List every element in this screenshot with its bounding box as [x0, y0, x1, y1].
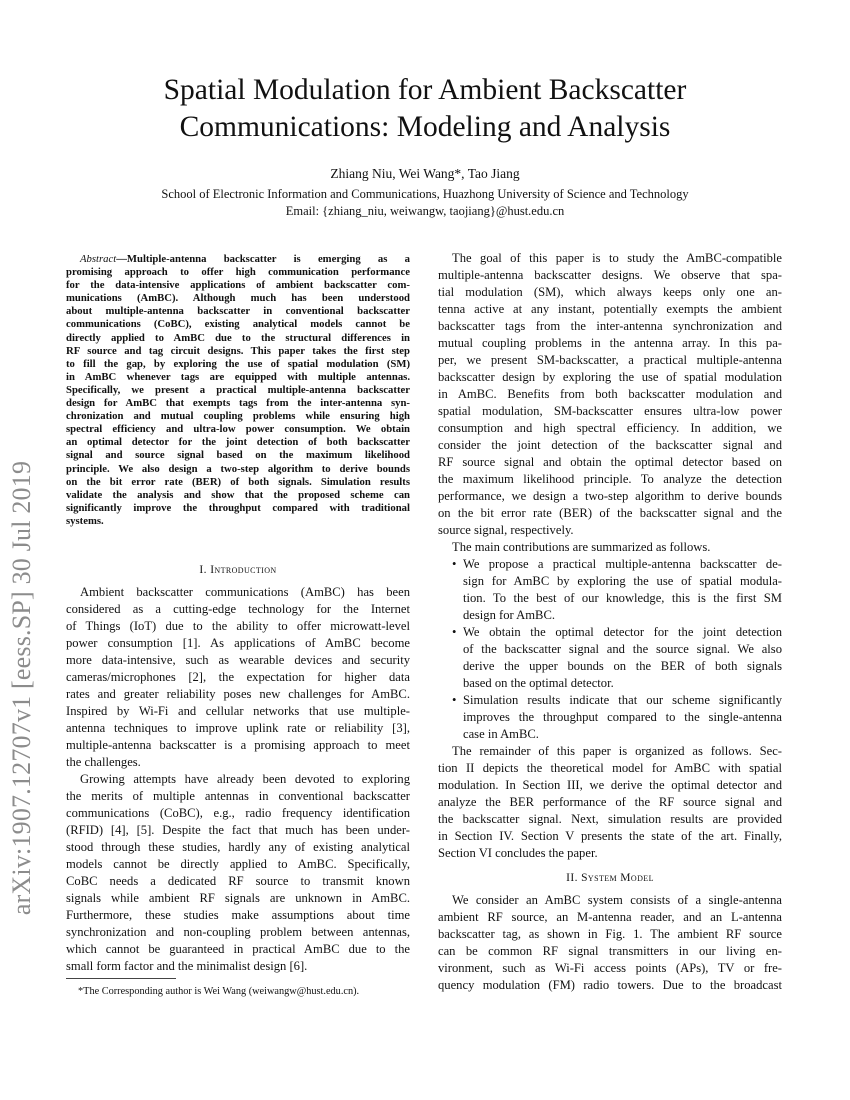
abstract-line: systems.	[66, 514, 104, 527]
intro-p2-line: signals while ambient RF signals are unknown in AmBC.	[66, 891, 410, 905]
remainder-line: modulation. In Section III, we derive the optimal detector and	[438, 778, 782, 792]
footnote-rule	[66, 978, 176, 979]
remainder-line: analyze the BER performance of the RF source signal and	[438, 795, 782, 809]
intro-p1-line: cameras/microphones [2], the expectation for higher data	[66, 670, 410, 684]
contribution-line: of the backscatter signal and the source signal. We also	[463, 642, 782, 656]
goal-line: source signal, respectively.	[438, 523, 574, 537]
contribution-line: design for AmBC.	[463, 608, 556, 622]
contribution-item	[438, 624, 782, 692]
goal-line: per, we present SM-backscatter, a practical multiple-antenna	[438, 353, 782, 367]
contributions-intro: The main contributions are summarized as follows.	[452, 540, 711, 554]
contribution-line: case in AmBC.	[463, 727, 539, 741]
intro-p2-line: stood through these studies, hardly any of existing analytical	[66, 840, 410, 854]
contribution-line: improves the throughput compared to the single-antenna	[463, 710, 782, 724]
abstract	[66, 253, 410, 528]
intro-p1-line: Inspired by Wi-Fi and cellular networks that use multiple-	[66, 704, 410, 718]
abstract-line: RF source and tag circuit designs. This paper takes the first step	[66, 344, 410, 357]
abstract-line: significantly improve the throughput compared with traditional	[66, 501, 410, 514]
intro-p1-line: rates and greater reliability poses new challenges for AmBC.	[66, 687, 410, 701]
intro-p1-line: the challenges.	[66, 755, 141, 769]
goal-line: performance, we design a two-step algorithm to derive bounds	[438, 489, 782, 503]
system-model-line: quency modulation (FM) radio towers. Due to the broadcast	[438, 978, 782, 992]
right-column	[438, 250, 782, 994]
abstract-line: about multiple-antenna backscatter in conventional backscatter	[66, 305, 410, 318]
goal-line: consider the joint detection of the backscatter signal and	[438, 438, 782, 452]
goal-line: spatial modulation, SM-backscatter ensures ultra-low power	[438, 404, 782, 418]
goal-line: consumption and high spectral efficiency. In addition, we	[438, 421, 782, 435]
abstract-line: munications (AmBC). Although much has been understood	[66, 292, 410, 305]
goal-paragraph	[438, 250, 782, 539]
authors: Zhiang Niu, Wei Wang*, Tao Jiang	[330, 166, 520, 181]
intro-p2-line: Furthermore, these studies make assumptions about time	[66, 908, 410, 922]
intro-p2-line: the merits of multiple antennas in conventional backscatter	[66, 789, 410, 803]
abstract-line: an optimal detector for the joint detection of both backscatter	[66, 436, 410, 449]
abstract-line: in AmBC whenever tags are equipped with multiple antennas.	[66, 370, 410, 383]
section-introduction	[66, 562, 410, 975]
system-model-line: backscatter tag, as shown in Fig. 1. The ambient RF source	[438, 927, 782, 941]
remainder-line: tion II depicts the theoretical model for AmBC with spatial	[438, 761, 782, 775]
bullet-icon: •	[452, 557, 457, 571]
title-line-1: Spatial Modulation for Ambient Backscatter	[163, 74, 687, 106]
intro-p2-line: (RFID) [4], [5]. Despite the fact that much has been under-	[66, 823, 410, 837]
goal-line: in AmBC. Benefits from both backscatter modulation and	[438, 387, 782, 401]
goal-line: RF source signal and obtain the optimal detector based on	[438, 455, 782, 469]
title-line-2: Communications: Modeling and Analysis	[179, 111, 671, 143]
intro-p1-line: antenna techniques to improve uplink rate or reliability [3],	[66, 721, 410, 735]
arxiv-identifier: arXiv:1907.12707v1 [eess.SP] 30 Jul 2019	[7, 460, 36, 916]
abstract-line: principle. We also design a two-step algorithm to derive bounds	[66, 462, 410, 475]
abstract-line: for the data-intensive applications of ambient backscatter com-	[66, 279, 410, 292]
intro-p2-line: CoBC needs a dedicated RF source to transmit known	[66, 874, 410, 888]
intro-p1-line: more data-intensive, such as wearable devices and security	[66, 653, 410, 667]
abstract-line: on the bit error rate (BER) of both signals. Simulation results	[66, 475, 410, 488]
system-model-line: ambient RF source, an M-antenna reader, and an L-antenna	[438, 910, 782, 924]
intro-p2-line: Growing attempts have already been devoted to exploring	[80, 772, 410, 786]
remainder-line: Section VI concludes the paper.	[438, 846, 598, 860]
system-model-line: can be common RF signal transmitters in our living en-	[438, 944, 782, 958]
system-model-paragraph	[438, 892, 782, 994]
bullet-icon: •	[452, 693, 457, 707]
goal-line: The goal of this paper is to study the AmBC-compatible	[452, 251, 782, 265]
contribution-line: based on the optimal detector.	[463, 676, 614, 690]
abstract-line: design for AmBC that exempts tags from the inter-antenna syn-	[66, 397, 410, 410]
abstract-line: directly applied to AmBC due to the structural differences in	[66, 331, 410, 344]
abstract-line: spectral efficiency and ultra-low power consumption. We obtain	[66, 423, 410, 436]
intro-p2-line: models cannot be directly applied to AmBC. Specifically,	[66, 857, 410, 871]
contributions-list	[438, 556, 782, 743]
affiliation: School of Electronic Information and Communications, Huazhong University of Science and Technology	[161, 187, 689, 201]
intro-p1-line: of Things (IoT) due to the ability to offer microwatt-level	[66, 619, 410, 633]
contribution-line: derive the upper bounds on the BER of both signals	[463, 659, 782, 673]
contribution-line: Simulation results indicate that our scheme significantly	[463, 693, 782, 707]
system-model-line: vironment, such as Wi-Fi access points (APs), TV or fre-	[438, 961, 782, 975]
bullet-icon: •	[452, 625, 457, 639]
email: Email: {zhiang_niu, weiwangw, taojiang}@hust.edu.cn	[285, 204, 565, 218]
remainder-line: The remainder of this paper is organized as follows. Sec-	[452, 744, 782, 758]
abstract-line: to fill the gap, by exploring the use of spatial modulation (SM)	[66, 357, 410, 370]
footnote: *The Corresponding author is Wei Wang (weiwangw@hust.edu.cn).	[78, 986, 360, 997]
intro-p1-line: multiple-antenna backscatter is a promising approach to meet	[66, 738, 410, 752]
contribution-line: sign for AmBC by exploring the use of spatial modula-	[463, 574, 782, 588]
intro-paragraph-2	[66, 771, 410, 975]
paper-title	[90, 72, 760, 146]
intro-p2-line: synchronization and non-coupling problem between antennas,	[66, 925, 410, 939]
contribution-line: We obtain the optimal detector for the joint detection	[463, 625, 782, 639]
intro-p2-line: small form factor and the minimalist design [6].	[66, 959, 308, 973]
abstract-line: promising approach to offer high communication performance	[66, 266, 410, 279]
section-heading-system-model: II. System Model	[566, 872, 654, 884]
abstract-line: communications (CoBC), existing analytical models cannot be	[66, 318, 410, 331]
intro-p1-line: Ambient backscatter communications (AmBC) has been	[80, 585, 410, 599]
goal-line: multiple-antenna backscatter designs. We observe that spa-	[438, 268, 782, 282]
contribution-item	[438, 692, 782, 743]
goal-line: backscatter tags from the inter-antenna synchronization and	[438, 319, 782, 333]
remainder-paragraph	[438, 743, 782, 862]
intro-p2-line: communications (CoBC), e.g., radio frequency identification	[66, 806, 410, 820]
goal-line: the maximum likelihood principle. To analyze the detection	[438, 472, 782, 486]
abstract-line: Specifically, we present a practical multiple-antenna backscatter	[66, 383, 410, 396]
section-heading-introduction: I. Introduction	[199, 564, 277, 576]
contribution-line: tion. To the best of our knowledge, this is the first SM	[463, 591, 782, 605]
abstract-line: signal and source signal based on the maximum likelihood	[66, 449, 410, 462]
intro-p1-line: considered as a cutting-edge technology for the Internet	[66, 602, 410, 616]
intro-p1-line: power consumption [1]. As applications of AmBC become	[66, 636, 410, 650]
goal-line: backscatter design by exploring the use of spatial modulation	[438, 370, 782, 384]
contribution-line: We propose a practical multiple-antenna backscatter de-	[463, 557, 782, 571]
contribution-item	[438, 556, 782, 624]
system-model-line: We consider an AmBC system consists of a single-antenna	[452, 893, 782, 907]
goal-line: on the bit error rate (BER) of the backscatter signal and the	[438, 506, 782, 520]
abstract-line: validate the analysis and show that the proposed scheme can	[66, 488, 410, 501]
goal-line: tenna active at any instant, potentially exempts the ambient	[438, 302, 782, 316]
remainder-line: in Section IV. Section V presents the state of the art. Finally,	[438, 829, 782, 843]
goal-line: mutual coupling problems in the antenna array. In this pa-	[438, 336, 782, 350]
remainder-line: the backscatter signal. Next, simulation results are provided	[438, 812, 782, 826]
abstract-line: chronization and mutual coupling problems while ensuring high	[66, 410, 410, 423]
goal-line: tial modulation (SM), which always keeps only one an-	[438, 285, 782, 299]
abstract-label: Abstract	[80, 253, 117, 265]
abstract-line-0: Abstract—Multiple-antenna backscatter is emerging as a	[80, 253, 410, 265]
intro-paragraph-1	[66, 584, 410, 771]
intro-p2-line: which cannot be guaranteed in practical AmBC due to the	[66, 942, 410, 956]
